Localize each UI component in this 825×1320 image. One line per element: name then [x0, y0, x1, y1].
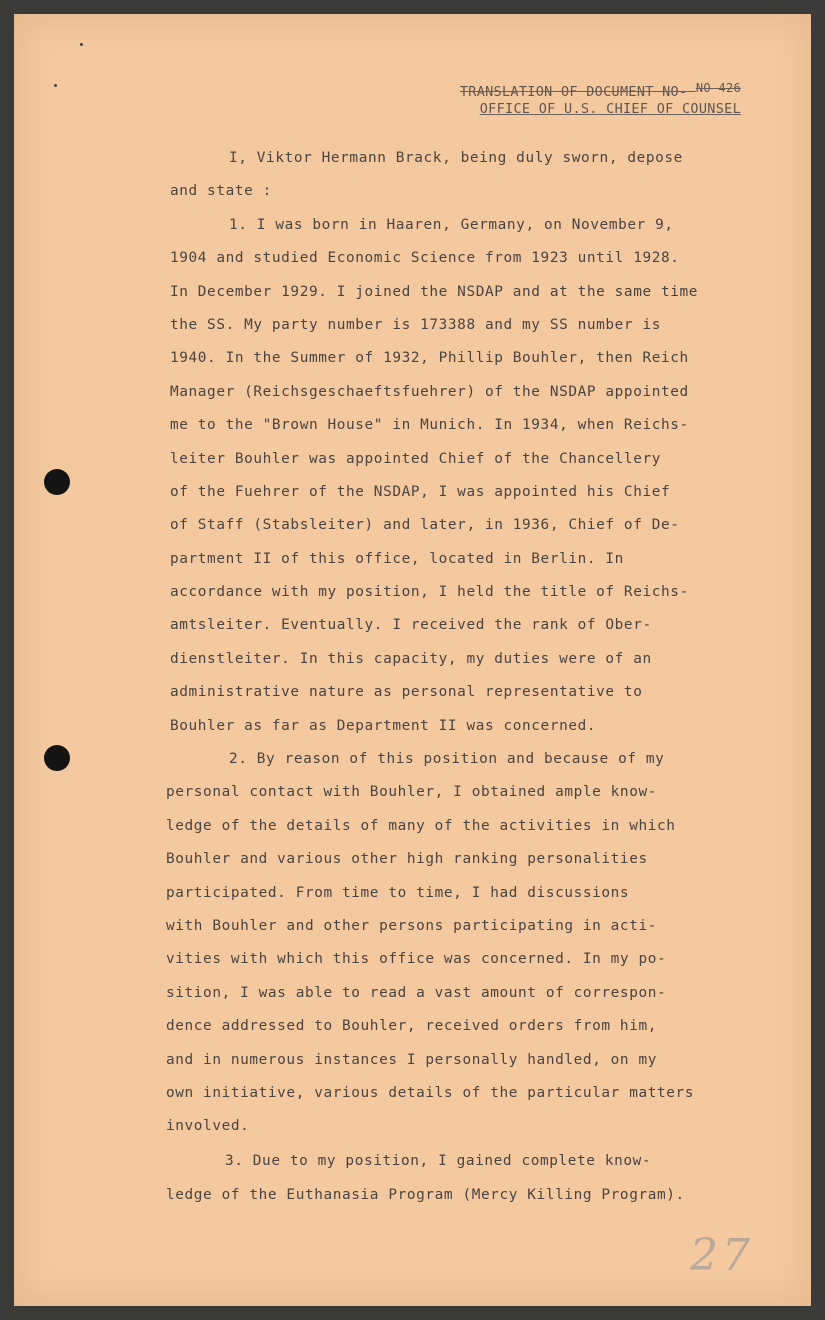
body-line: partment II of this office, located in Berlin. In	[170, 551, 624, 567]
body-line: the SS. My party number is 173388 and my SS number is	[170, 317, 661, 333]
body-line: participated. From time to time, I had discussions	[166, 885, 630, 901]
body-line: 1940. In the Summer of 1932, Phillip Bouhler, then Reich	[170, 350, 689, 366]
body-line: 2. By reason of this position and because of my	[229, 751, 665, 767]
body-line: and state :	[170, 183, 272, 199]
body-line: administrative nature as personal representative to	[170, 684, 643, 700]
body-line: In December 1929. I joined the NSDAP and at the same time	[170, 284, 699, 300]
body-line: Bouhler as far as Department II was concerned.	[170, 718, 597, 734]
body-line: and in numerous instances I personally handled, on my	[166, 1052, 657, 1068]
body-line: leiter Bouhler was appointed Chief of the Chancellery	[170, 451, 661, 467]
stray-mark	[54, 84, 57, 87]
body-line: Manager (Reichsgeschaeftsfuehrer) of the NSDAP appointed	[170, 384, 689, 400]
body-line: 1904 and studied Economic Science from 1923 until 1928.	[170, 250, 680, 266]
header-translation-line: TRANSLATION OF DOCUMENT NO- NO-426	[459, 81, 741, 100]
stray-mark	[80, 43, 83, 46]
body-line: own initiative, various details of the particular matters	[166, 1085, 695, 1101]
body-line: dence addressed to Bouhler, received orders from him,	[166, 1018, 657, 1034]
header-office-line: OFFICE OF U.S. CHIEF OF COUNSEL	[479, 101, 741, 117]
body-line: I, Viktor Hermann Brack, being duly sworn, depose	[229, 150, 683, 166]
punch-hole-bottom	[44, 745, 70, 771]
body-line: 3. Due to my position, I gained complete know-	[225, 1153, 652, 1169]
body-line: dienstleiter. In this capacity, my duties were of an	[170, 651, 652, 667]
punch-hole-top	[44, 469, 70, 495]
body-line: of the Fuehrer of the NSDAP, I was appointed his Chief	[170, 484, 671, 500]
body-line: vities with which this office was concerned. In my po-	[166, 951, 667, 967]
body-line: 1. I was born in Haaren, Germany, on November 9,	[229, 217, 674, 233]
body-line: ledge of the details of many of the activities in which	[166, 818, 676, 834]
body-line: involved.	[166, 1118, 250, 1134]
document-reference-number: NO-426	[695, 81, 741, 95]
body-line: sition, I was able to read a vast amount of correspon-	[166, 985, 667, 1001]
body-line: personal contact with Bouhler, I obtained ample know-	[166, 784, 657, 800]
body-line: Bouhler and various other high ranking personalities	[166, 851, 648, 867]
handwritten-page-number: 27	[690, 1230, 754, 1281]
body-line: ledge of the Euthanasia Program (Mercy Killing Program).	[166, 1187, 685, 1203]
document-header	[459, 81, 741, 118]
body-line: with Bouhler and other persons participating in acti-	[166, 918, 657, 934]
body-line: amtsleiter. Eventually. I received the rank of Ober-	[170, 617, 652, 633]
body-line: me to the "Brown House" in Munich. In 1934, when Reichs-	[170, 417, 689, 433]
body-line: accordance with my position, I held the title of Reichs-	[170, 584, 689, 600]
body-line: of Staff (Stabsleiter) and later, in 1936, Chief of De-	[170, 517, 680, 533]
